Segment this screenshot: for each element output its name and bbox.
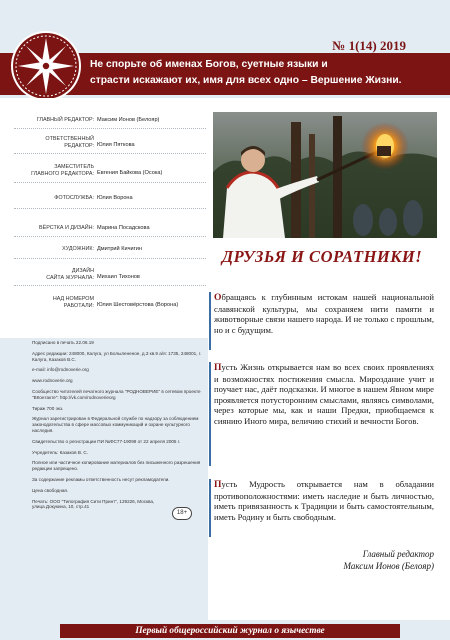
imprint-line: Печать: ООО "Типография Сити Принт", 129226, Москва, улица Докукина, 10, стр.41: [32, 498, 155, 510]
imprint-text: [32, 340, 202, 515]
paragraph-marker: [209, 479, 211, 537]
imprint-line: Подписано в печать 22.06.19: [32, 340, 94, 345]
staff-role-line: САЙТА ЖУРНАЛА:: [46, 274, 94, 281]
staff-role-line: РЕДАКТОР:: [64, 142, 94, 149]
staff-name: Дмитрий Кичигин: [97, 246, 142, 252]
divider: [14, 208, 206, 209]
paragraph-marker: [209, 362, 211, 466]
staff-name: Михаил Тихонов: [97, 274, 140, 280]
divider: [14, 182, 206, 183]
paragraph-marker: [209, 292, 211, 350]
staff-name: Марина Посадскова: [97, 225, 150, 231]
paragraph-text: усть Мудрость открывается нам в обладании противоположностями: иметь наследие и быть личностью, иметь привязанность к Традиции и быть самостоятельным, иметь Родину и быть свободным.: [214, 479, 434, 522]
motto-line-2: страсти искажают их, имя для всех одно – Вершение Жизни.: [90, 75, 402, 86]
staff-role: ГЛАВНЫЙ РЕДАКТОР:: [36, 117, 94, 123]
torch-photo: [213, 112, 437, 238]
staff-role-line: ОТВЕТСТВЕННЫЙ: [45, 136, 94, 142]
article-headline: ДРУЗЬЯ И СОРАТНИКИ!: [221, 247, 423, 266]
staff-role: [0, 164, 94, 177]
divider: [14, 236, 206, 237]
motto-line-1: Не спорьте об именах Богов, суетные языки и: [90, 59, 328, 70]
staff-name: Юлия Ворона: [97, 195, 133, 201]
staff-name: Максим Ионов (Белояр): [97, 117, 160, 123]
drop-letter: О: [214, 292, 222, 303]
imprint-website: www.rodnoverie.org: [32, 378, 73, 384]
article-paragraph: [214, 479, 434, 522]
imprint-line: Адрес редакции: 248000, Калуга, ул Болылененое, д.3 кв.9 а/я: 1735, 248001, г. Калуга, Казаков В.С.: [32, 350, 202, 362]
divider: [14, 128, 206, 129]
staff-name: Юлия Пяткова: [97, 142, 135, 148]
staff-role: [0, 136, 94, 149]
signature-name: Максим Ионов (Белояр): [343, 561, 434, 571]
issue-number: № 1(14) 2019: [332, 38, 406, 53]
imprint-line: Журнал зарегистрирован в Федеральной службе по надзору за соблюдением законодательства в сфере массовых коммуникаций и охране культурного наследия.: [32, 416, 199, 433]
imprint-line: Сообщество читателей печатного журнала "РОДНОВЕРИЕ" в сетевом проекте "ВКонтакте": http://vk.com/rodnoverieorg: [32, 388, 201, 400]
drop-letter: П: [214, 362, 222, 373]
divider: [14, 285, 206, 286]
emblem-star-icon: [10, 30, 82, 102]
paragraph-text: усть Жизнь открывается нам во всех своих проявлениях и возможностях постижения смысла. Мироздание учит и поучает нас, даёт подсказки. И многое в нашем Явном мире проявляется потусторонним смыслами, являясь символами, через которые мы, как и наши Предки, приобщаемся к сиянию Иного мира, величию стихий и вечности Богов.: [214, 362, 434, 426]
staff-role-line: ГЛАВНОГО РЕДАКТОРА:: [31, 170, 94, 177]
signature-role: Главный редактор: [362, 549, 434, 559]
drop-letter: П: [214, 479, 222, 490]
paragraph-text: бращаясь к глубинным истокам нашей национальной славянской культуры, мы сохраняем нити памяти и животворные связи нашего народа. И не только с прошлым, но и с будущим.: [214, 292, 434, 335]
imprint-line: Полное или частичное копирование материалов без письменного разрешения редакции запрещено.: [32, 460, 201, 472]
staff-role: ФОТОСЛУЖБА:: [54, 195, 94, 201]
article-paragraph: [214, 292, 434, 335]
imprint-line: Цена свободная.: [32, 487, 69, 493]
divider: [14, 153, 206, 154]
article-paragraph: [214, 362, 434, 426]
footer-tagline: Первый общероссийский журнал о язычестве: [135, 626, 325, 636]
imprint-line: За содержание рекламы ответственность несут рекламодатели.: [32, 476, 170, 482]
imprint-line: Тираж 700 экз.: [32, 405, 64, 411]
staff-role-line: ДИЗАЙН: [71, 268, 94, 274]
staff-role-line: РАБОТАЛИ:: [63, 302, 94, 309]
motto-text: [90, 57, 440, 89]
staff-role-line: НАД НОМЕРОМ: [52, 296, 94, 302]
imprint-line: Свидетельство о регистрации ПИ №ФС77-19099 от 22 апреля 2005 г.: [32, 438, 181, 444]
staff-role: ВЁРСТКА И ДИЗАЙН:: [39, 225, 94, 231]
staff-role: [0, 296, 94, 309]
staff-role: ХУДОЖНИК:: [62, 246, 94, 252]
imprint-line: Учредитель: Казаков В. С.: [32, 449, 89, 455]
imprint-email: e-mail: info@rodnoverie.org: [32, 367, 89, 373]
staff-role: [0, 268, 94, 281]
divider: [14, 258, 206, 259]
age-rating-badge: 18+: [172, 507, 192, 520]
staff-name: Юлия Шестовёрстова (Ворона): [97, 302, 179, 308]
staff-role-line: ЗАМЕСТИТЕЛЬ: [54, 164, 94, 170]
staff-name: Евгения Байкова (Осока): [97, 170, 163, 176]
